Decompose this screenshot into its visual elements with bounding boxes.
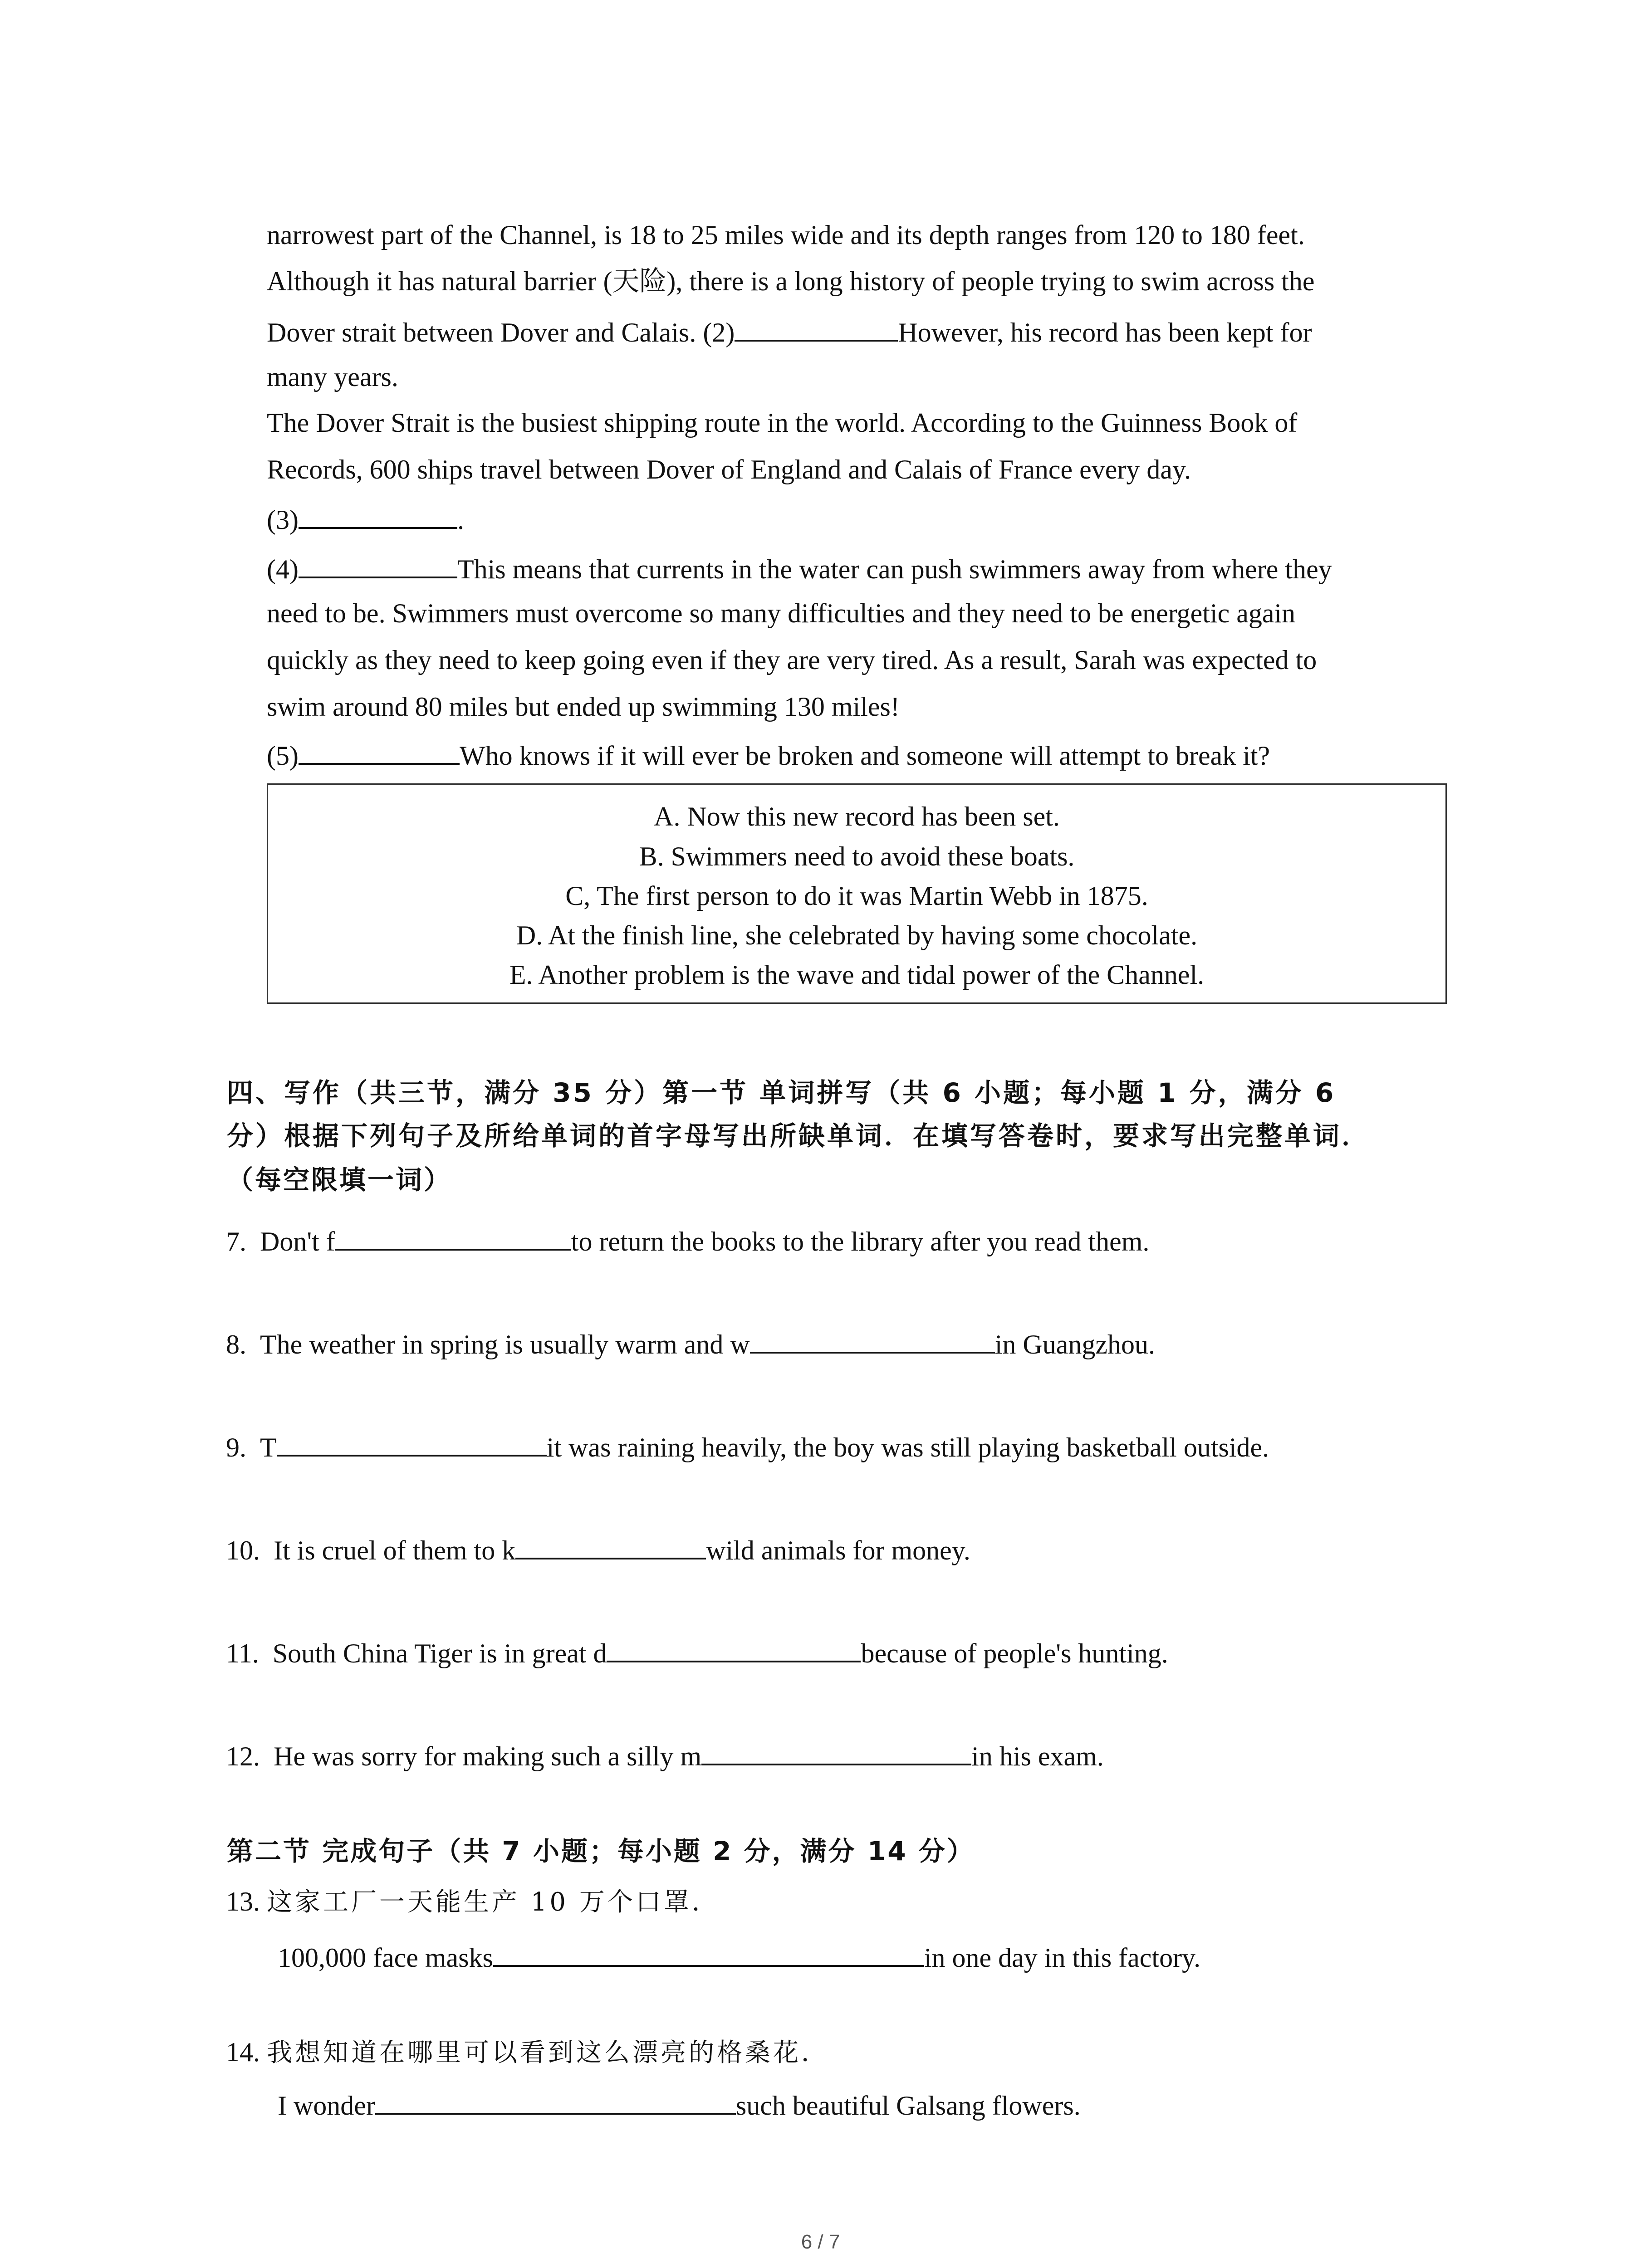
question-text: Don't f xyxy=(260,1227,335,1256)
question-text: South China Tiger is in great d xyxy=(272,1638,607,1668)
question-8 xyxy=(226,1328,1155,1358)
question-number: 9. xyxy=(226,1432,246,1462)
passage-line-5: The Dover Strait is the busiest shipping route in the world. According to the Guinness Book of xyxy=(267,408,1298,438)
passage-line-11: swim around 80 miles but ended up swimming 130 miles! xyxy=(267,692,900,722)
passage-line-4: many years. xyxy=(267,362,398,392)
passage-line-8 xyxy=(267,553,1332,583)
passage-line-6: Records, 600 ships travel between Dover of England and Calais of France every day. xyxy=(267,455,1191,484)
answer-blank-14[interactable] xyxy=(375,2089,736,2115)
passage-text: Dover strait between Dover and Calais. (2) xyxy=(267,318,735,347)
option-b: B. Swimmers need to avoid these boats. xyxy=(639,841,1075,871)
question-14 xyxy=(226,2038,829,2066)
question-number: 8. xyxy=(226,1330,246,1359)
question-12 xyxy=(226,1740,1104,1770)
answer-blank-4[interactable] xyxy=(299,553,457,578)
passage-text: Who knows if it will ever be broken and someone will attempt to break it? xyxy=(459,741,1270,771)
question-chinese: 这家工厂一天能生产 10 万个口罩． xyxy=(267,1887,720,1917)
question-number: 11. xyxy=(226,1638,259,1668)
passage-line-7 xyxy=(267,503,464,533)
question-text: wild animals for money. xyxy=(706,1535,970,1565)
passage-line-3 xyxy=(267,316,1312,346)
option-d: D. At the finish line, she celebrated by having some chocolate. xyxy=(516,920,1198,950)
section-heading: 四、写作（共三节，满分 35 分）第一节 单词拼写（共 6 小题；每小题 1 分，满分 6 xyxy=(227,1077,1336,1108)
question-text: T xyxy=(260,1432,277,1462)
question-text: The weather in spring is usually warm and w xyxy=(260,1330,750,1359)
question-text: I wonder xyxy=(278,2091,375,2121)
passage-line-12 xyxy=(267,739,1270,769)
question-label: (5) xyxy=(267,741,299,771)
passage-text: This means that currents in the water can push swimmers away from where they xyxy=(457,554,1332,584)
question-10 xyxy=(226,1534,970,1564)
answer-blank-10[interactable] xyxy=(515,1534,706,1559)
answer-blank-2[interactable] xyxy=(735,316,898,342)
question-number: 13. xyxy=(226,1887,260,1916)
question-number: 12. xyxy=(226,1741,260,1771)
option-a: A. Now this new record has been set. xyxy=(654,802,1060,831)
question-13 xyxy=(226,1888,720,1915)
question-text: such beautiful Galsang flowers. xyxy=(735,2091,1081,2121)
question-text: to return the books to the library after you read them. xyxy=(571,1227,1150,1256)
question-text: it was raining heavily, the boy was still playing basketball outside. xyxy=(546,1432,1269,1462)
passage-line-1: narrowest part of the Channel, is 18 to 25 miles wide and its depth ranges from 120 to 180 feet. xyxy=(267,220,1305,250)
answer-blank-9[interactable] xyxy=(277,1431,547,1457)
section-heading: 分）根据下列句子及所给单词的首字母写出所缺单词．在填写答卷时，要求写出完整单词． xyxy=(227,1120,1371,1151)
passage-text: However, his record has been kept for xyxy=(898,318,1312,347)
question-number: 10. xyxy=(226,1535,260,1565)
answer-blank-5[interactable] xyxy=(299,739,460,765)
answer-blank-12[interactable] xyxy=(701,1740,971,1765)
passage-line-9: need to be. Swimmers must overcome so many difficulties and they need to be energetic again xyxy=(267,598,1296,628)
question-7 xyxy=(226,1225,1149,1255)
question-label: (4) xyxy=(267,554,299,584)
option-c: C, The first person to do it was Martin Webb in 1875. xyxy=(565,881,1148,911)
question-text: It is cruel of them to k xyxy=(274,1535,516,1565)
question-number: 14. xyxy=(226,2037,260,2067)
question-text: in his exam. xyxy=(971,1741,1104,1771)
question-text: because of people's hunting. xyxy=(861,1638,1168,1668)
question-11 xyxy=(226,1637,1168,1667)
section-heading: （每空限填一词） xyxy=(227,1164,452,1195)
question-text: He was sorry for making such a silly m xyxy=(274,1741,702,1771)
option-e: E. Another problem is the wave and tidal power of the Channel. xyxy=(509,960,1205,990)
question-text: 100,000 face masks xyxy=(278,1943,493,1973)
question-text: in Guangzhou. xyxy=(994,1330,1156,1359)
question-text: in one day in this factory. xyxy=(924,1943,1201,1973)
passage-text: . xyxy=(457,505,464,535)
question-chinese: 我想知道在哪里可以看到这么漂亮的格桑花． xyxy=(267,2038,829,2068)
answer-blank-8[interactable] xyxy=(750,1328,995,1354)
options-box xyxy=(267,783,1447,1004)
question-label: (3) xyxy=(267,505,299,535)
answer-blank-11[interactable] xyxy=(607,1637,861,1662)
question-14-answer xyxy=(278,2089,1081,2119)
answer-blank-3[interactable] xyxy=(299,503,457,529)
section-heading: 第二节 完成句子（共 7 小题；每小题 2 分，满分 14 分） xyxy=(227,1836,975,1867)
answer-blank-7[interactable] xyxy=(335,1225,571,1251)
page-number: 6 / 7 xyxy=(801,2231,840,2253)
passage-line-10: quickly as they need to keep going even if they are very tired. As a result, Sarah was expected to xyxy=(267,645,1317,675)
question-number: 7. xyxy=(226,1227,246,1256)
question-9 xyxy=(226,1431,1269,1461)
answer-blank-13[interactable] xyxy=(493,1941,924,1967)
question-13-answer xyxy=(278,1941,1200,1971)
passage-line-2: Although it has natural barrier (天险), there is a long history of people trying to swim across the xyxy=(267,266,1315,296)
